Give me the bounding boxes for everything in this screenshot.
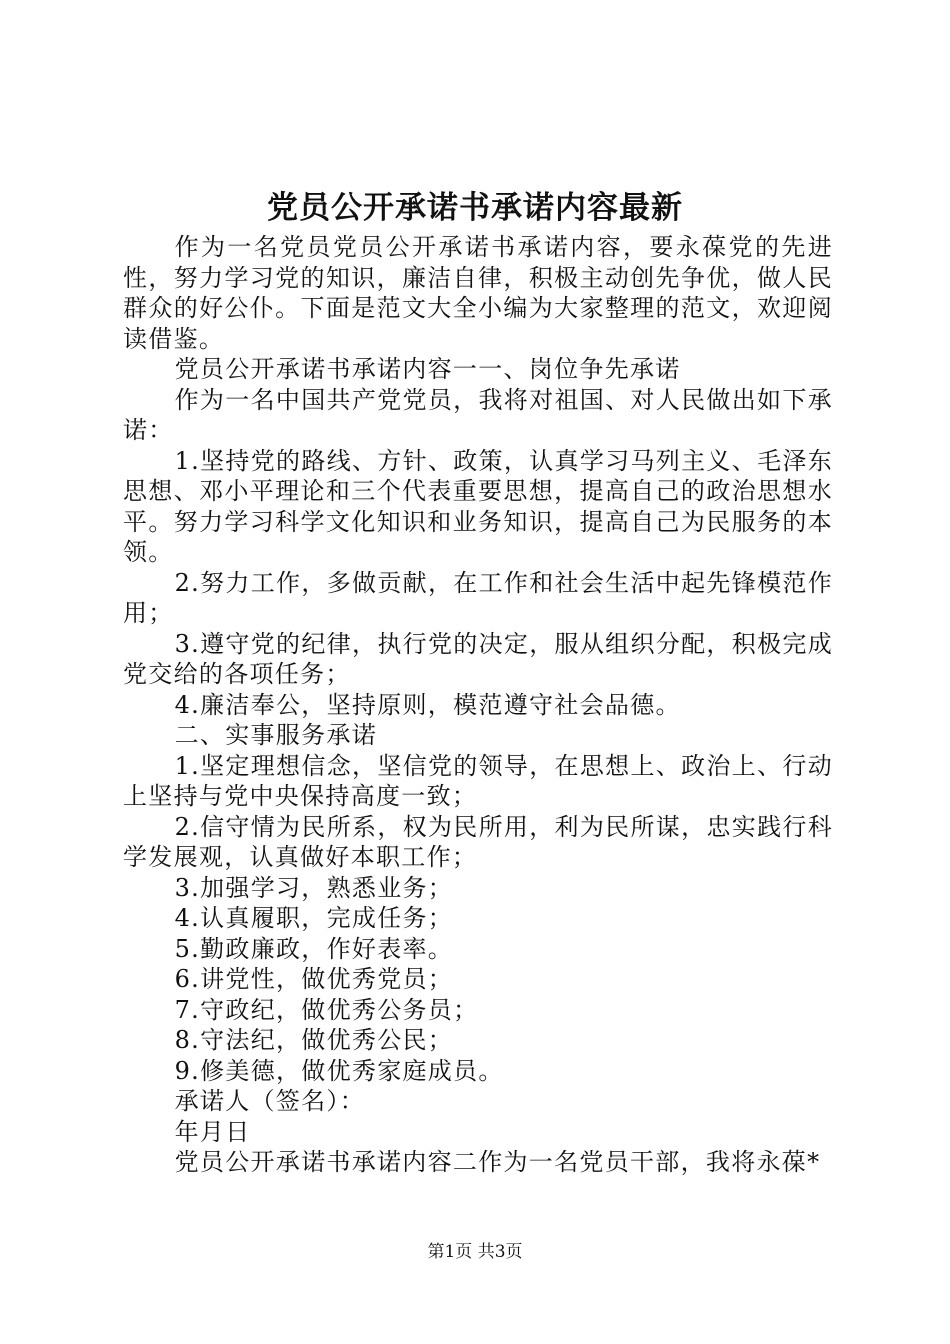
paragraph: 党员公开承诺书承诺内容一一、岗位争先承诺 bbox=[174, 355, 681, 383]
paragraph: 9.修美德，做优秀家庭成员。 bbox=[174, 1056, 504, 1085]
document-body bbox=[123, 232, 833, 1178]
paragraph: 7.守政纪，做优秀公务员； bbox=[174, 995, 479, 1024]
date-line: 年月日 bbox=[174, 1117, 251, 1146]
page-number-footer: 第1页 共3页 bbox=[427, 1242, 523, 1262]
paragraph: 3.加强学习，熟悉业务； bbox=[174, 873, 454, 902]
paragraph: 5.勤政廉政，作好表率。 bbox=[174, 934, 454, 963]
paragraph: 4.认真履职，完成任务； bbox=[174, 904, 454, 932]
signature-line: 承诺人（签名）： bbox=[174, 1087, 365, 1115]
paragraph: 1.坚定理想信念，坚信党的领导，在思想上、政治上、行动上坚持与党中央保持高度一致； bbox=[123, 751, 833, 810]
paragraph: 作为一名党员党员公开承诺书承诺内容，要永葆党的先进性，努力学习党的知识，廉洁自律，积极主动创先争优，做人民群众的好公仆。下面是范文大全小编为大家整理的范文，欢迎阅读借鉴。 bbox=[123, 233, 833, 353]
document-title: 党员公开承诺书承诺内容最新 bbox=[267, 190, 683, 226]
paragraph: 4.廉洁奉公，坚持原则，模范遵守社会品德。 bbox=[174, 690, 681, 719]
paragraph: 作为一名中国共产党党员，我将对祖国、对人民做出如下承诺： bbox=[123, 385, 833, 444]
paragraph: 6.讲党性，做优秀党员； bbox=[174, 965, 454, 993]
paragraph: 二、实事服务承诺 bbox=[174, 721, 377, 749]
paragraph: 2.努力工作，多做贡献，在工作和社会生活中起先锋模范作用； bbox=[123, 568, 833, 627]
paragraph: 1.坚持党的路线、方针、政策，认真学习马列主义、毛泽东思想、邓小平理论和三个代表重要思想，提高自己的政治思想水平。努力学习科学文化知识和业务知识，提高自己为民服务的本领。 bbox=[123, 446, 833, 566]
paragraph: 8.守法纪，做优秀公民； bbox=[174, 1026, 454, 1054]
paragraph: 2.信守情为民所系，权为民所用，利为民所谋，忠实践行科学发展观，认真做好本职工作； bbox=[123, 812, 833, 871]
paragraph: 党员公开承诺书承诺内容二作为一名党员干部，我将永葆* bbox=[174, 1148, 821, 1176]
paragraph: 3.遵守党的纪律，执行党的决定，服从组织分配，积极完成党交给的各项任务； bbox=[123, 629, 833, 688]
